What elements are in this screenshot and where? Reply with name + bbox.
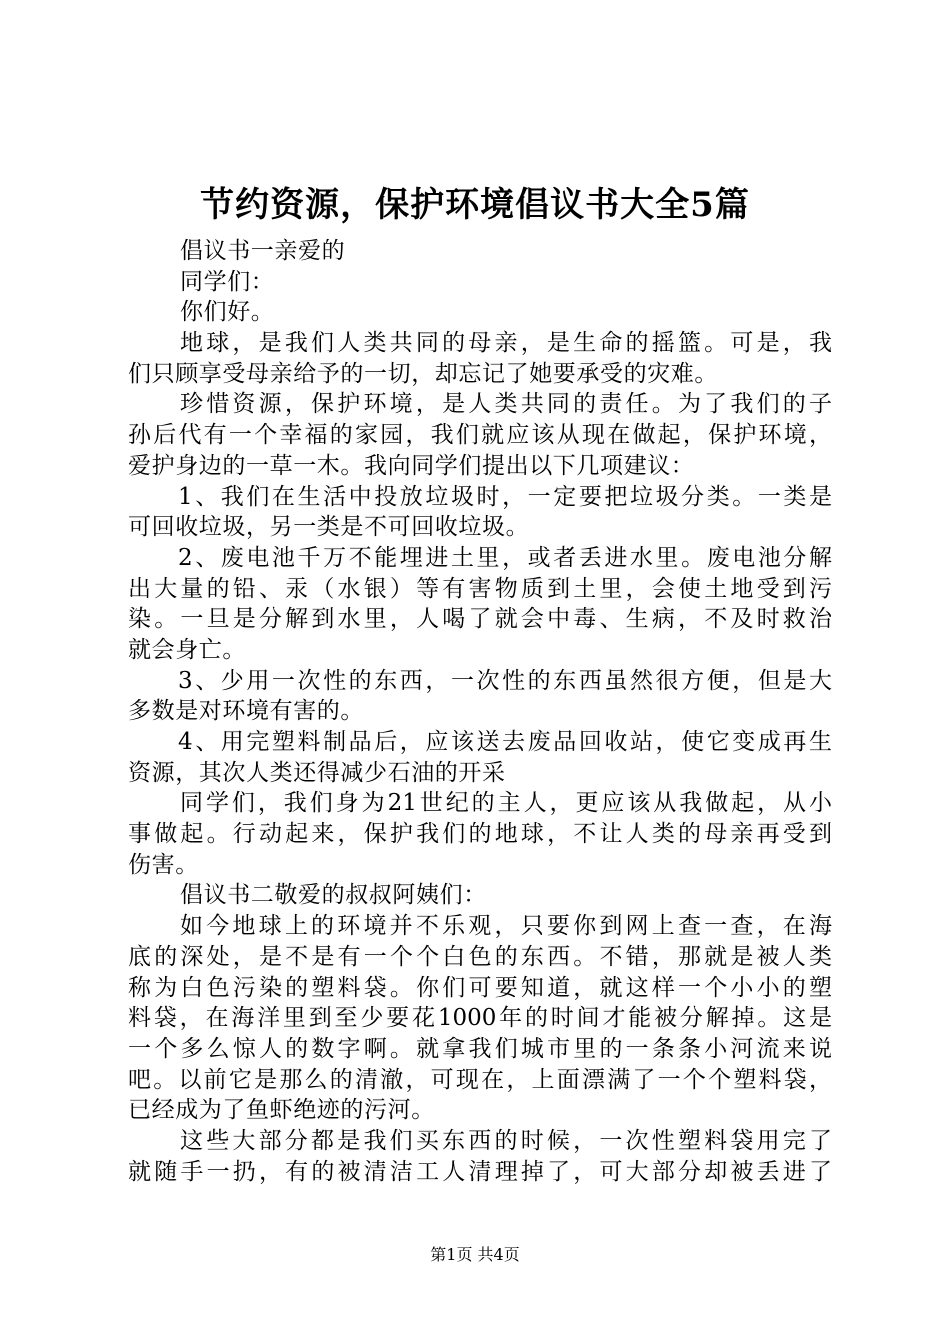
paragraph-line: 如今地球上的环境并不乐观，只要你到网上查一查，在海 xyxy=(180,913,832,940)
paragraph-line: 多数是对环境有害的。 xyxy=(128,698,364,725)
paragraph-line: 珍惜资源，保护环境，是人类共同的责任。为了我们的子 xyxy=(180,391,832,418)
document-body xyxy=(128,236,832,1187)
paragraph-line: 4、用完塑料制品后，应该送去废品回收站，使它变成再生 xyxy=(178,729,832,755)
paragraph-line: 1、我们在生活中投放垃圾时，一定要把垃圾分类。一类是 xyxy=(178,483,832,510)
paragraph-line: 倡议书一亲爱的 xyxy=(180,238,346,264)
paragraph-line: 2、废电池千万不能埋进土里，或者丢进水里。废电池分解 xyxy=(178,544,832,571)
paragraph-line: 吧。以前它是那么的清澈，可现在，上面漂满了一个个塑料袋， xyxy=(128,1066,832,1093)
paragraph-line: 就会身亡。 xyxy=(128,636,246,663)
paragraph-line: 同学们，我们身为21世纪的主人，更应该从我做起，从小 xyxy=(180,790,832,817)
paragraph-line: 出大量的铅、汞（水银）等有害物质到土里，会使土地受到污 xyxy=(128,575,832,602)
paragraph-line: 就随手一扔，有的被清洁工人清理掉了，可大部分却被丢进了 xyxy=(128,1158,832,1185)
paragraph-line: 们只顾享受母亲给予的一切，却忘记了她要承受的灾难。 xyxy=(128,360,718,387)
paragraph-line: 称为白色污染的塑料袋。你们可要知道，就这样一个小小的塑 xyxy=(128,974,832,1001)
paragraph-line: 事做起。行动起来，保护我们的地球，不让人类的母亲再受到 xyxy=(128,821,832,848)
paragraph-line: 地球，是我们人类共同的母亲，是生命的摇篮。可是，我 xyxy=(180,330,832,357)
paragraph-line: 已经成为了鱼虾绝迹的污河。 xyxy=(128,1097,435,1124)
page-number-footer: 第1页 共4页 xyxy=(430,1245,520,1264)
paragraph-line: 孙后代有一个幸福的家园，我们就应该从现在做起，保护环境， xyxy=(128,422,832,449)
paragraph-line: 你们好。 xyxy=(180,299,275,326)
paragraph-line: 这些大部分都是我们买东西的时候，一次性塑料袋用完了 xyxy=(180,1127,832,1154)
paragraph-line: 料袋，在海洋里到至少要花1000年的时间才能被分解掉。这是 xyxy=(128,1005,832,1032)
paragraph-line: 倡议书二敬爱的叔叔阿姨们： xyxy=(180,882,487,909)
paragraph-line: 同学们： xyxy=(180,268,275,295)
paragraph-line: 一个多么惊人的数字啊。就拿我们城市里的一条条小河流来说 xyxy=(128,1035,832,1062)
paragraph-line: 可回收垃圾，另一类是不可回收垃圾。 xyxy=(128,514,530,541)
paragraph-line: 资源，其次人类还得减少石油的开采 xyxy=(128,759,506,786)
paragraph-line: 伤害。 xyxy=(128,851,199,878)
paragraph-line: 3、少用一次性的东西，一次性的东西虽然很方便，但是大 xyxy=(178,667,832,694)
paragraph-line: 染。一旦是分解到水里，人喝了就会中毒、生病，不及时救治 xyxy=(128,606,832,633)
paragraph-line: 底的深处，是不是有一个个白色的东西。不错，那就是被人类 xyxy=(128,943,832,970)
paragraph-line: 爱护身边的一草一木。我向同学们提出以下几项建议： xyxy=(128,452,695,479)
document-title: 节约资源，保护环境倡议书大全5篇 xyxy=(200,185,750,225)
